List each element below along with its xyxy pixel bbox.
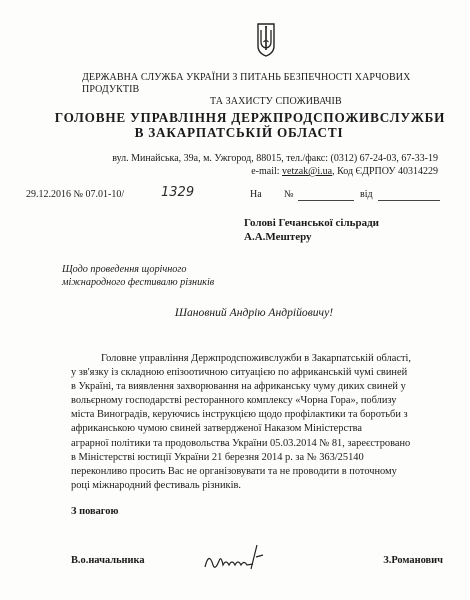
registration-line <box>26 185 446 205</box>
email-line <box>78 165 438 178</box>
body-line: році міжнародний фестиваль різників. <box>71 479 241 491</box>
body-line: вольєрному господарстві ресторанного комплексу «Чорна Гора», поблизу <box>71 395 397 407</box>
recipient-title: Голові Гечанської сільради <box>244 217 379 229</box>
body-line: міста Виноградів, керуючись інструкцією щодо профілактики та боротьби з <box>71 409 408 421</box>
body-line: в Міністерстві юстиції України 21 березня 2014 р. за № 363/25140 <box>71 451 364 463</box>
body-line: африканською чумою свиней затвердженої Наказом Міністерства <box>71 423 362 435</box>
handwritten-signature <box>201 541 271 577</box>
department-line-2: В ЗАКАРПАТСЬКІЙ ОБЛАСТІ <box>134 125 344 140</box>
incoming-date-blank <box>378 200 440 201</box>
agency-line-1: ДЕРЖАВНА СЛУЖБА УКРАЇНИ З ПИТАНЬ БЕЗПЕЧНОСТІ ХАРЧОВИХ ПРОДУКТІВ <box>82 72 411 95</box>
trident-emblem-icon <box>255 22 277 58</box>
body-line: в Україні, та виявлення захворювання на африканську чуму диких свиней у <box>71 381 406 393</box>
incoming-on-label: На <box>250 189 262 200</box>
body-line: Головне управління Держпродспоживслужби в Закарпатській області, <box>101 353 411 364</box>
closing-phrase: З повагою <box>71 506 119 517</box>
body-line: аграрної політики та продовольства України 05.03.2014 № 81, зареєстровано <box>71 437 411 449</box>
letter-body <box>71 352 443 493</box>
body-line: у зв'язку із складною епізоотичною ситуацією по африканській чумі свиней <box>71 367 408 379</box>
email-label: e-mail: <box>251 166 280 177</box>
subject-block <box>62 263 214 289</box>
outgoing-date-number: 29.12.2016 № 07.01-10/ <box>26 189 125 200</box>
subject-line-1: Щодо проведення щорічного <box>62 264 187 275</box>
body-line: переконливо просить Вас не організовувати та не проводити в поточному <box>71 465 397 477</box>
edrpou-code: , Код ЄДРПОУ 40314229 <box>332 166 438 177</box>
incoming-number-label: № <box>284 189 294 200</box>
agency-name <box>82 72 462 108</box>
recipient-block <box>244 216 379 244</box>
agency-line-2: ТА ЗАХИСТУ СПОЖИВАЧІВ <box>210 96 342 107</box>
address-block <box>78 152 438 178</box>
incoming-number-blank <box>298 200 354 201</box>
salutation: Шановний Андрію Андрійовичу! <box>174 306 334 319</box>
signature-row <box>71 553 443 577</box>
incoming-from-label: від <box>360 189 373 200</box>
signer-name: З.Романович <box>383 555 443 566</box>
postal-address: вул. Минайська, 39а, м. Ужгород, 88015, тел./факс: (0312) 67-24-03, 67-33-19 <box>112 153 438 164</box>
email-link[interactable]: vetzak@i.ua <box>282 166 333 177</box>
recipient-name: А.А.Мештеру <box>244 231 312 243</box>
department-title <box>0 110 470 140</box>
department-line-1: ГОЛОВНЕ УПРАВЛІННЯ ДЕРЖПРОДСПОЖИВСЛУЖБИ <box>54 110 446 125</box>
subject-line-2: міжнародного фестивалю різників <box>62 277 215 288</box>
signer-position: В.о.начальника <box>71 555 145 566</box>
handwritten-number: 1329 <box>161 185 195 200</box>
